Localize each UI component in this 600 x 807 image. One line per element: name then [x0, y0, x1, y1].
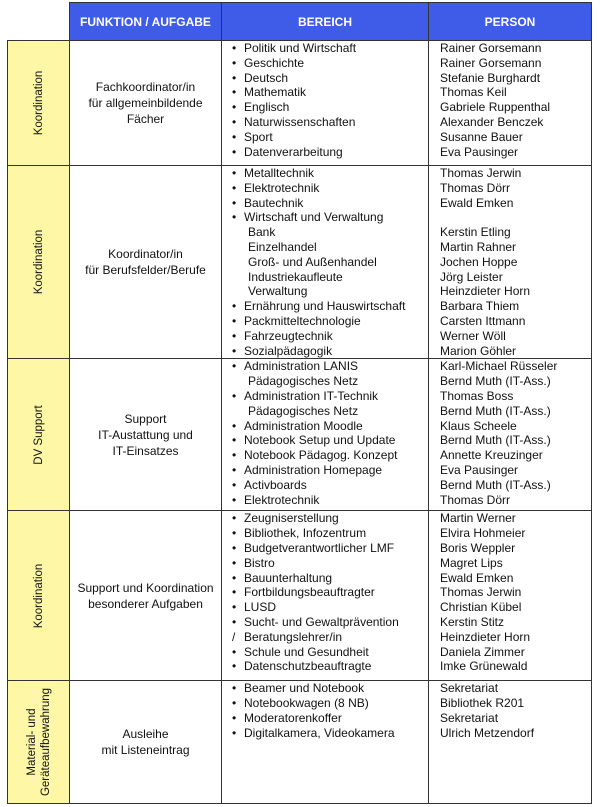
area-item — [232, 585, 422, 600]
person-name: Karl-Michael Rüsseler — [440, 359, 558, 374]
area-item — [232, 615, 422, 630]
bullet-icon: • — [232, 433, 237, 448]
section-function — [70, 681, 222, 804]
person-name: Stefanie Burghardt — [440, 70, 541, 85]
bullet-icon: • — [232, 585, 237, 600]
area-item — [232, 374, 422, 389]
person-name: Susanne Bauer — [440, 129, 523, 144]
person-name: Kerstin Stitz — [440, 614, 505, 629]
area-item — [232, 433, 422, 448]
area-text: Beratungslehrer/in — [244, 629, 343, 644]
person-name: Carsten Ittmann — [440, 313, 526, 328]
header-bereich: BEREICH — [222, 3, 429, 41]
section-areas — [222, 166, 429, 359]
person-name: Elvira Hohmeier — [440, 526, 526, 541]
section-row — [8, 166, 592, 359]
bullet-icon: • — [232, 725, 237, 740]
person-name: Sekretariat — [440, 710, 499, 725]
header-person: PERSON — [429, 3, 592, 41]
area-text: Notebook Setup und Update — [244, 433, 396, 448]
area-text: Wirtschaft und Verwaltung — [244, 210, 384, 225]
function-line: IT-Austattung und — [98, 427, 193, 442]
bullet-icon: • — [232, 180, 237, 195]
area-item — [232, 181, 422, 196]
person-name: Klaus Scheele — [440, 418, 517, 433]
area-item — [232, 419, 422, 434]
area-text: Sozialpädagogik — [244, 343, 333, 358]
area-item — [232, 210, 422, 225]
function-line: besonderer Aufgaben — [88, 596, 203, 611]
section-side-label — [8, 359, 70, 511]
bullet-icon: • — [232, 313, 237, 328]
area-item — [232, 41, 422, 56]
area-item — [232, 85, 422, 100]
area-item — [232, 600, 422, 615]
section-areas — [222, 511, 429, 681]
function-line: für allgemeinbildende — [88, 96, 203, 110]
area-item — [232, 630, 422, 645]
bullet-icon: • — [232, 114, 237, 129]
area-text: Datenschutzbeauftragte — [244, 659, 372, 674]
area-text: Elektrotechnik — [244, 180, 320, 195]
person-name: Gabriele Ruppenthal — [440, 100, 551, 115]
bullet-icon: • — [232, 343, 237, 358]
bullet-icon: • — [232, 492, 237, 507]
area-text: LUSD — [244, 600, 277, 615]
bullet-icon: • — [232, 41, 237, 55]
person-name: Thomas Jerwin — [440, 585, 522, 600]
area-text: Industriekaufleute — [248, 269, 343, 284]
section-persons — [429, 511, 592, 681]
area-text: Elektrotechnik — [244, 492, 320, 507]
area-item — [232, 659, 422, 674]
area-item — [232, 225, 422, 240]
area-text: Englisch — [244, 100, 290, 115]
area-text: Administration Homepage — [244, 462, 383, 477]
function-line: Support und Koordination — [77, 580, 214, 595]
section-side-label — [8, 166, 70, 359]
person-name: Sekretariat — [440, 681, 499, 696]
area-item — [232, 329, 422, 344]
area-text: Digitalkamera, Videokamera — [244, 725, 395, 740]
bullet-icon: • — [232, 477, 237, 492]
area-text: Packmitteltechnologie — [244, 313, 361, 328]
person-name: Imke Grünewald — [440, 659, 528, 674]
area-item — [232, 284, 422, 299]
function-line: mit Listeneintrag — [101, 743, 190, 758]
area-text: Mathematik — [244, 85, 307, 100]
area-text: Sucht- und Gewaltprävention — [244, 614, 399, 629]
area-text: Bistro — [244, 555, 275, 570]
section-persons — [429, 359, 592, 511]
bullet-icon: • — [232, 526, 237, 541]
bullet-icon: • — [232, 600, 237, 615]
area-text: Pädagogisches Netz — [248, 403, 359, 418]
section-persons — [429, 681, 592, 804]
area-text: Politik und Wirtschaft — [244, 41, 357, 55]
function-line: Fächer — [126, 112, 165, 126]
person-name: Christian Kübel — [440, 600, 522, 615]
bullet-icon: • — [232, 144, 237, 159]
area-item — [232, 541, 422, 556]
area-item — [232, 270, 422, 285]
bullet-icon: • — [232, 462, 237, 477]
side-label-text: DV Support — [32, 405, 45, 465]
header-row — [8, 3, 592, 41]
area-text: Schule und Gesundheit — [244, 644, 369, 659]
person-name: Bernd Muth (IT-Ass.) — [440, 374, 551, 389]
person-name: Jörg Leister — [440, 269, 503, 284]
area-text: Geschichte — [244, 55, 305, 70]
area-item — [232, 145, 422, 160]
person-name: Bibliothek R201 — [440, 696, 525, 711]
person-name: Rainer Gorsemann — [440, 41, 542, 55]
area-item — [232, 115, 422, 130]
section-areas — [222, 41, 429, 166]
person-name: Thomas Jerwin — [440, 166, 522, 180]
person-name: Boris Weppler — [440, 540, 516, 555]
area-item — [232, 511, 422, 526]
person-name: Marion Göhler — [440, 343, 517, 358]
area-item — [232, 71, 422, 86]
person-name: Werner Wöll — [440, 328, 506, 343]
section-function — [70, 511, 222, 681]
area-text: Fortbildungsbeauftragter — [244, 585, 375, 600]
responsibility-table — [7, 2, 592, 804]
area-item — [232, 344, 422, 359]
area-text: Naturwissenschaften — [244, 114, 356, 129]
bullet-icon: • — [232, 644, 237, 659]
person-name: Barbara Thiem — [440, 299, 520, 314]
person-name: Bernd Muth (IT-Ass.) — [440, 477, 551, 492]
bullet-icon: • — [232, 388, 237, 403]
area-text: Administration LANIS — [244, 359, 359, 374]
header-blank — [8, 3, 70, 41]
area-text: Sport — [244, 129, 273, 144]
area-item — [232, 448, 422, 463]
section-function — [70, 41, 222, 166]
area-text: Groß- und Außenhandel — [248, 254, 377, 269]
area-item — [232, 478, 422, 493]
area-text: Beamer und Notebook — [244, 681, 365, 696]
area-item — [232, 726, 422, 741]
bullet-icon: • — [232, 570, 237, 585]
area-text: Pädagogisches Netz — [248, 374, 359, 389]
area-item — [232, 255, 422, 270]
bullet-icon: • — [232, 359, 237, 374]
area-item — [232, 404, 422, 419]
section-areas — [222, 681, 429, 804]
area-item — [232, 166, 422, 181]
area-text: Zeugniserstellung — [244, 511, 339, 526]
bullet-icon: • — [232, 299, 237, 314]
person-name: Bernd Muth (IT-Ass.) — [440, 433, 551, 448]
bullet-icon: • — [232, 511, 237, 526]
area-item — [232, 100, 422, 115]
bullet-icon: • — [232, 55, 237, 70]
area-text: Bank — [248, 225, 276, 240]
area-item — [232, 389, 422, 404]
area-text: Moderatorenkoffer — [244, 710, 342, 725]
section-row — [8, 511, 592, 681]
person-name: Alexander Benczek — [440, 114, 544, 129]
bullet-icon: • — [232, 418, 237, 433]
person-name: Thomas Boss — [440, 388, 514, 403]
area-text: Verwaltung — [248, 284, 308, 299]
person-name: Bernd Muth (IT-Ass.) — [440, 403, 551, 418]
area-item — [232, 196, 422, 211]
section-row — [8, 41, 592, 166]
area-text: Budgetverantwortlicher LMF — [244, 540, 395, 555]
person-name: Heinzdieter Horn — [440, 284, 531, 299]
person-name: Eva Pausinger — [440, 462, 519, 477]
area-text: Activboards — [244, 477, 307, 492]
area-text: Bauunterhaltung — [244, 570, 333, 585]
bullet-icon: • — [232, 195, 237, 210]
bullet-icon: • — [232, 710, 237, 725]
side-label-text: Koordination — [32, 563, 45, 629]
area-text: Bibliothek, Infozentrum — [244, 526, 367, 541]
person-name: Ewald Emken — [440, 195, 514, 210]
bullet-icon: • — [232, 540, 237, 555]
bullet-icon: • — [232, 659, 237, 674]
person-name: Jochen Hoppe — [440, 254, 518, 269]
side-label-line: Geräteaufbewahrung — [39, 688, 52, 797]
person-name: Rainer Gorsemann — [440, 55, 542, 70]
person-name: Annette Kreuzinger — [440, 448, 543, 463]
bullet-icon: • — [232, 70, 237, 85]
section-side-label — [8, 681, 70, 804]
person-name: Magret Lips — [440, 555, 503, 570]
bullet-icon: • — [232, 681, 237, 696]
area-item — [232, 711, 422, 726]
person-name: Kerstin Etling — [440, 225, 511, 240]
section-persons — [429, 41, 592, 166]
area-item — [232, 314, 422, 329]
person-name — [440, 210, 587, 225]
section-row — [8, 681, 592, 804]
area-item — [232, 130, 422, 145]
area-text: Datenverarbeitung — [244, 144, 343, 159]
person-name: Heinzdieter Horn — [440, 629, 531, 644]
area-text: Bautechnik — [244, 195, 304, 210]
section-persons — [429, 166, 592, 359]
person-name: Thomas Keil — [440, 85, 507, 100]
area-text: Notebook Pädagog. Konzept — [244, 448, 398, 463]
area-item — [232, 681, 422, 696]
function-line: Ausleihe — [122, 727, 169, 742]
area-item — [232, 493, 422, 508]
section-row — [8, 359, 592, 511]
function-line: IT-Einsatzes — [112, 443, 179, 458]
person-name: Daniela Zimmer — [440, 644, 525, 659]
area-item — [232, 526, 422, 541]
area-item — [232, 556, 422, 571]
person-name: Thomas Dörr — [440, 492, 511, 507]
area-item — [232, 359, 422, 374]
header-funktion: FUNKTION / AUFGABE — [70, 3, 222, 41]
area-item — [232, 56, 422, 71]
function-line: Support — [124, 411, 167, 426]
area-item — [232, 571, 422, 586]
function-line: Koordinator/in — [108, 247, 183, 262]
side-label-text: Koordination — [32, 229, 45, 295]
bullet-icon: • — [232, 328, 237, 343]
bullet-icon: • — [232, 696, 237, 711]
section-function — [70, 166, 222, 359]
person-name: Ewald Emken — [440, 570, 514, 585]
bullet-icon: • — [232, 210, 237, 225]
bullet-icon: • — [232, 166, 237, 180]
area-item — [232, 696, 422, 711]
person-name: Ulrich Metzendorf — [440, 725, 535, 740]
area-item — [232, 240, 422, 255]
area-text: Einzelhandel — [248, 239, 317, 254]
function-line: Fachkoordinator/in — [95, 80, 196, 94]
bullet-icon: • — [232, 100, 237, 115]
person-name: Eva Pausinger — [440, 144, 519, 159]
person-name: Thomas Dörr — [440, 180, 511, 195]
bullet-icon: • — [232, 555, 237, 570]
section-side-label — [8, 511, 70, 681]
side-label-text: Koordination — [32, 70, 45, 136]
function-line: für Berufsfelder/Berufe — [85, 263, 206, 278]
side-label-line: Material- und — [25, 708, 38, 776]
bullet-icon: • — [232, 85, 237, 100]
person-name: Martin Rahner — [440, 239, 517, 254]
area-text: Administration Moodle — [244, 418, 363, 433]
bullet-mark: / — [232, 629, 236, 644]
area-item — [232, 463, 422, 478]
area-text: Fahrzeugtechnik — [244, 328, 333, 343]
area-text: Deutsch — [244, 70, 289, 85]
area-text: Notebookwagen (8 NB) — [244, 696, 369, 711]
section-areas — [222, 359, 429, 511]
bullet-icon: • — [232, 129, 237, 144]
area-item — [232, 299, 422, 314]
section-function — [70, 359, 222, 511]
area-text: Ernährung und Hauswirtschaft — [244, 299, 406, 314]
area-text: Administration IT-Technik — [244, 388, 379, 403]
person-name: Martin Werner — [440, 511, 516, 526]
section-side-label — [8, 41, 70, 166]
bullet-icon: • — [232, 614, 237, 629]
side-label-text — [25, 688, 53, 796]
area-item — [232, 645, 422, 660]
area-text: Metalltechnik — [244, 166, 315, 180]
bullet-icon: • — [232, 448, 237, 463]
